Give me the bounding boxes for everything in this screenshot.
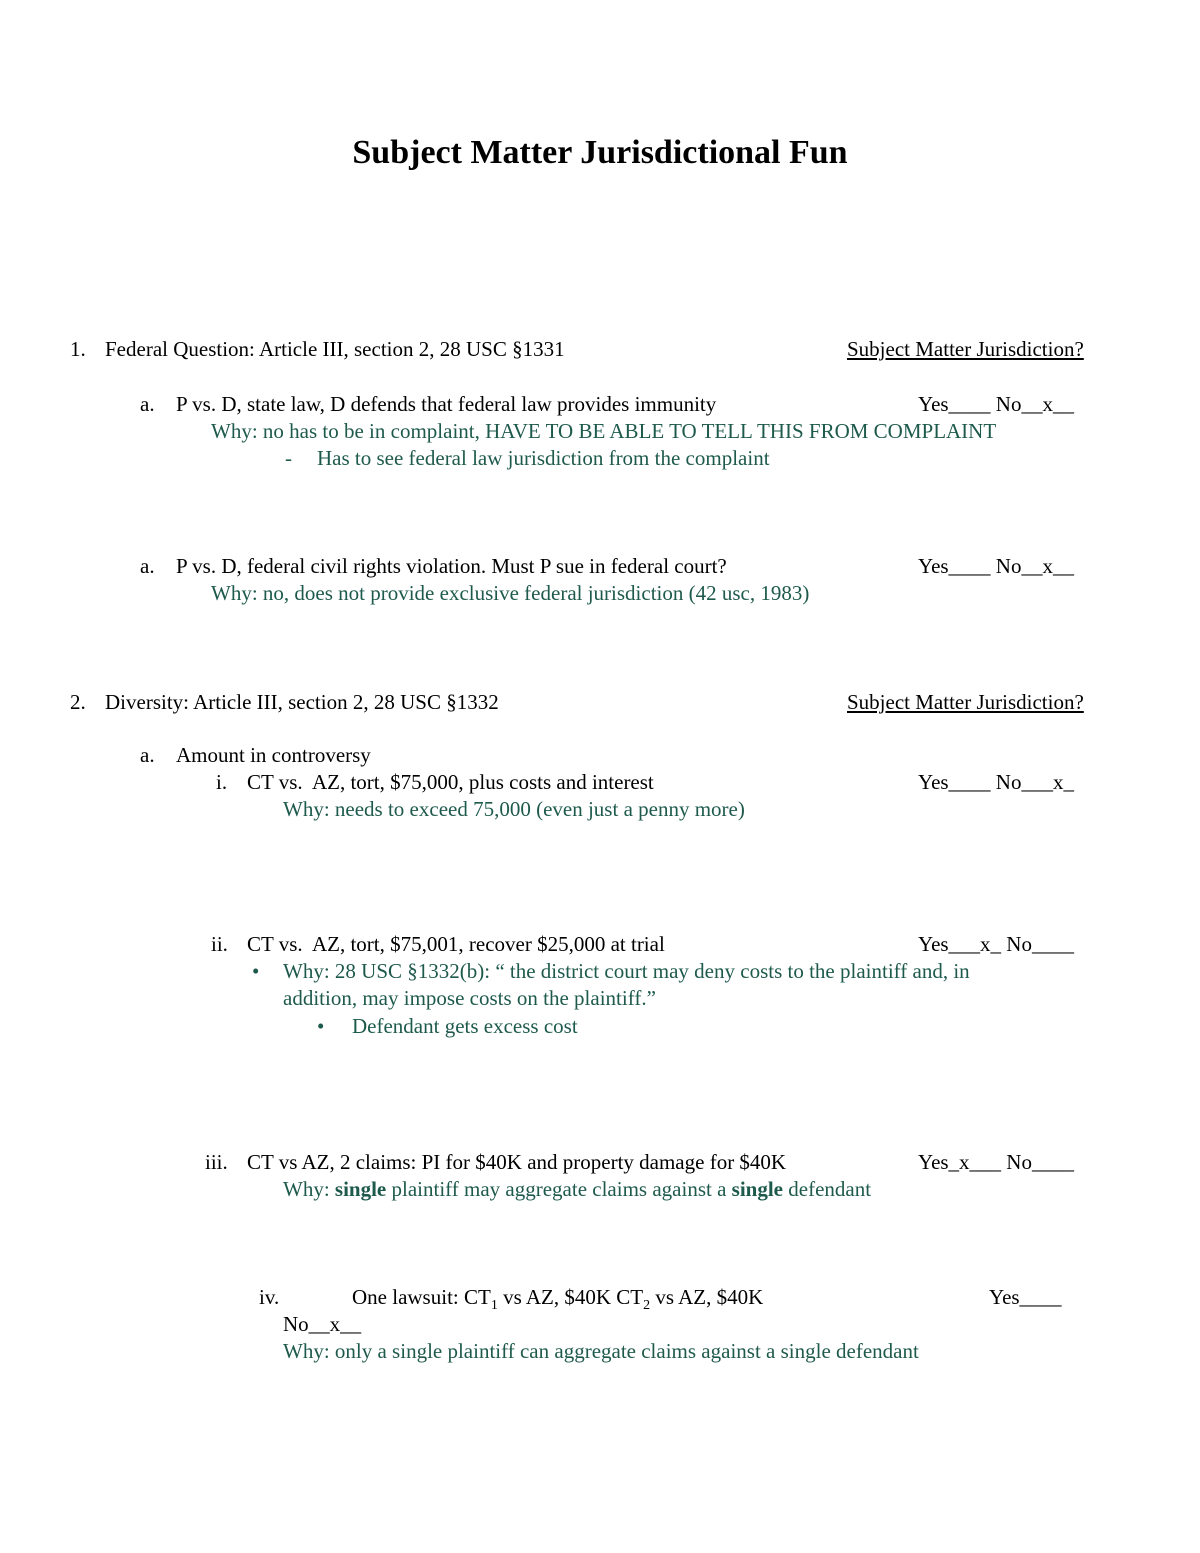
item-ii-sub-bullet: • [317,1014,325,1038]
item-i-marker: i. [216,770,228,794]
section-2-heading: Diversity: Article III, section 2, 28 USC §1332 [105,690,499,714]
item-iii-question: CT vs AZ, 2 claims: PI for $40K and property damage for $40K [247,1150,787,1174]
section-1-column-header: Subject Matter Jurisdiction? [847,337,1084,361]
item-iii-why: Why: single plaintiff may aggregate claims against a single defendant [283,1177,872,1201]
item-1a-why: Why: no has to be in complaint, HAVE TO BE ABLE TO TELL THIS FROM COMPLAINT [211,419,997,443]
item-1a-question: P vs. D, state law, D defends that federal law provides immunity [176,392,717,416]
section-2a-marker: a. [140,743,155,767]
item-iv-answer-yes: Yes____ [989,1285,1062,1309]
item-ii-marker: ii. [211,932,228,956]
item-ii-sub-note: Defendant gets excess cost [352,1014,578,1038]
item-1b-marker: a. [140,554,155,578]
item-ii-question: CT vs. AZ, tort, $75,001, recover $25,000 at trial [247,932,665,956]
item-1b-why: Why: no, does not provide exclusive federal jurisdiction (42 usc, 1983) [211,581,810,605]
section-2a-heading: Amount in controversy [176,743,371,767]
item-ii-answer: Yes___x_ No____ [918,932,1074,956]
item-iv-answer-no: No__x__ [283,1312,362,1336]
page-title: Subject Matter Jurisdictional Fun [352,134,848,171]
item-iii-answer: Yes_x___ No____ [918,1150,1074,1174]
item-1b-question: P vs. D, federal civil rights violation. Must P sue in federal court? [176,554,727,578]
item-1a-note-marker: - [285,446,292,470]
item-ii-why-line-2: addition, may impose costs on the plaintiff.” [283,986,656,1010]
section-2-column-header: Subject Matter Jurisdiction? [847,690,1084,714]
section-1-number: 1. [70,337,86,361]
item-iv-marker: iv. [259,1285,280,1309]
item-1a-note: Has to see federal law jurisdiction from the complaint [317,446,770,470]
item-i-answer: Yes____ No___x_ [918,770,1074,794]
item-1a-marker: a. [140,392,155,416]
item-iii-marker: iii. [205,1150,228,1174]
item-1a-answer: Yes____ No__x__ [918,392,1074,416]
section-2-number: 2. [70,690,86,714]
item-i-question: CT vs. AZ, tort, $75,000, plus costs and interest [247,770,654,794]
item-i-why: Why: needs to exceed 75,000 (even just a penny more) [283,797,745,821]
section-1-heading: Federal Question: Article III, section 2, 28 USC §1331 [105,337,565,361]
item-ii-bullet: • [252,959,260,983]
item-1b-answer: Yes____ No__x__ [918,554,1074,578]
item-iv-why: Why: only a single plaintiff can aggregate claims against a single defendant [283,1339,919,1363]
item-ii-why-line-1: Why: 28 USC §1332(b): “ the district court may deny costs to the plaintiff and, in [283,959,970,983]
item-iv-question: One lawsuit: $CT_1$ vs AZ, $40K $CT_2$ vs AZ, $40K [352,1285,764,1313]
